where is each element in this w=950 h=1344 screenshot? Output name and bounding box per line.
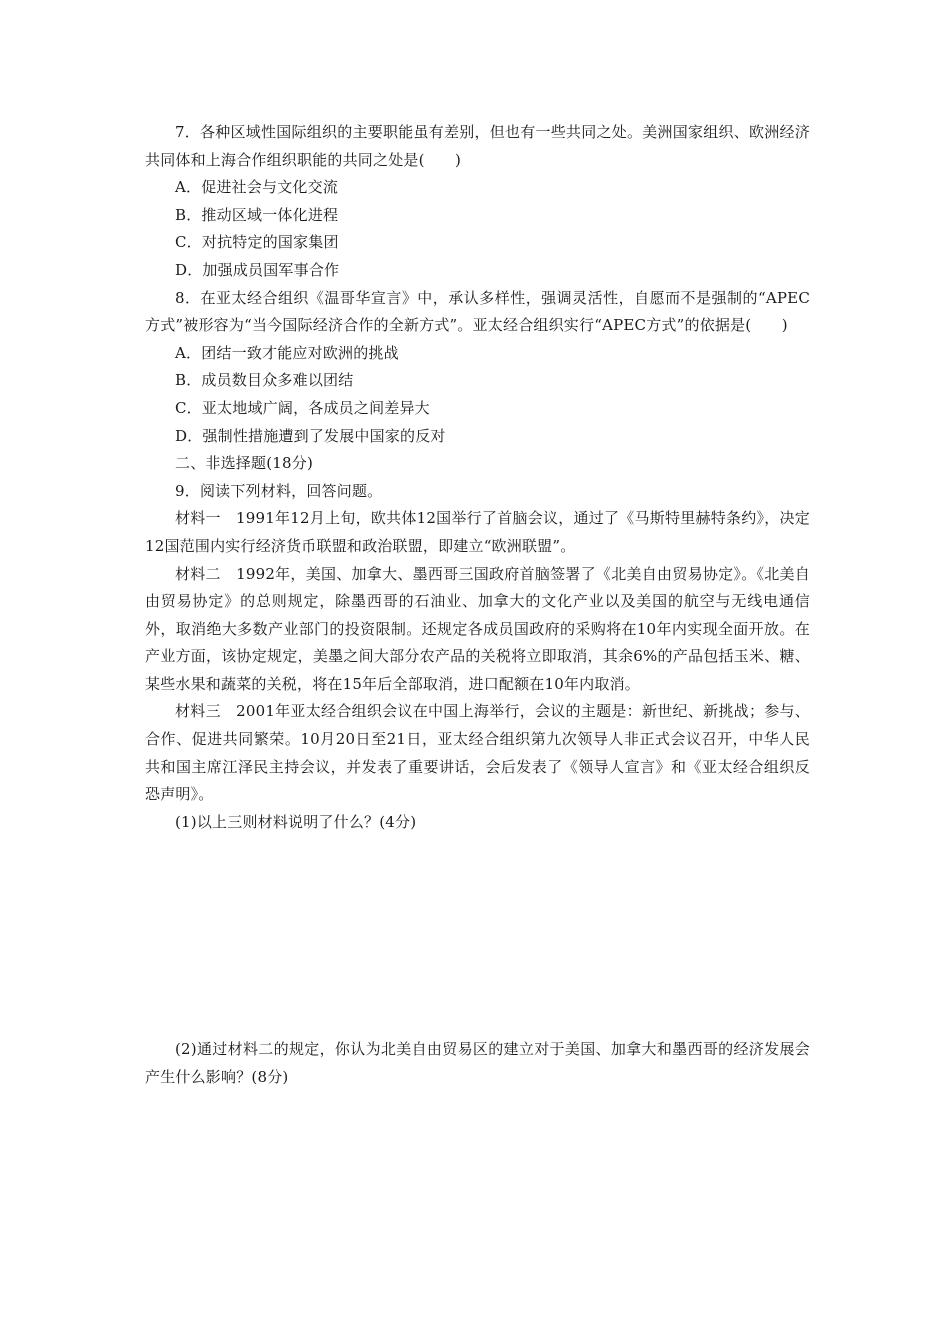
- question-8-option-a: A．团结一致才能应对欧洲的挑战: [175, 343, 399, 362]
- question-7-option-b: B．推动区域一体化进程: [175, 205, 339, 224]
- question-8-option-b: B．成员数目众多难以团结: [175, 371, 354, 390]
- question-8-option-d: D．强制性措施遭到了发展中国家的反对: [175, 426, 446, 445]
- answer-space-1: [145, 836, 810, 1036]
- sub-question-2: (2)通过材料二的规定，你认为北美自由贸易区的建立对于美国、加拿大和墨西哥的经济发展会产生什么影响？(8分): [145, 1040, 810, 1087]
- question-9: [145, 478, 810, 1092]
- material-two: 材料二 1992年，美国、加拿大、墨西哥三国政府首脑签署了《北美自由贸易协定》。《北美自由贸易协定》的总则规定，除墨西哥的石油业、加拿大的文化产业以及美国的航空与无线电通信外，取消绝大多数产业部门的投资限制。还规定各成员国政府的采购将在10年内实现全面开放。在产业方面，该协定规定，美墨之间大部分农产品的关税将立即取消，其余6%的产品包括玉米、糖、某些水果和蔬菜的关税，将在15年后全部取消，进口配额在10年内取消。: [145, 564, 810, 693]
- question-9-stem: 9．阅读下列材料，回答问题。: [175, 481, 383, 500]
- section-heading: 二、非选择题(18分): [175, 454, 313, 473]
- material-one: 材料一 1991年12月上旬，欧共体12国举行了首脑会议，通过了《马斯特里赫特条约》，决定12国范围内实行经济货币联盟和政治联盟，即建立“欧洲联盟”。: [145, 509, 810, 555]
- question-7: [145, 119, 810, 285]
- sub-question-1: (1)以上三则材料说明了什么？(4分): [175, 812, 417, 831]
- question-7-option-d: D．加强成员国军事合作: [175, 260, 340, 279]
- question-7-stem: 7．各种区域性国际组织的主要职能虽有差别，但也有一些共同之处。美洲国家组织、欧洲经济共同体和上海合作组织职能的共同之处是( ): [145, 123, 810, 169]
- exam-content: [145, 119, 810, 1092]
- question-7-option-c: C．对抗特定的国家集团: [175, 233, 339, 252]
- question-8-option-c: C．亚太地域广阔，各成员之间差异大: [175, 398, 430, 417]
- question-8: [145, 285, 810, 451]
- question-7-option-a: A．促进社会与文化交流: [175, 178, 339, 197]
- question-8-stem: 8．在亚太经合组织《温哥华宣言》中，承认多样性，强调灵活性，自愿而不是强制的“APEC方式”被形容为“当今国际经济合作的全新方式”。亚太经合组织实行“APEC方式”的依据是( ): [145, 288, 810, 335]
- material-three: 材料三 2001年亚太经合组织会议在中国上海举行，会议的主题是：新世纪、新挑战；参与、合作、促进共同繁荣。10月20日至21日，亚太经合组织第九次领导人非正式会议召开，中华人民共和国主席江泽民主持会议，并发表了重要讲话，会后发表了《领导人宣言》和《亚太经合组织反恐声明》。: [145, 702, 810, 804]
